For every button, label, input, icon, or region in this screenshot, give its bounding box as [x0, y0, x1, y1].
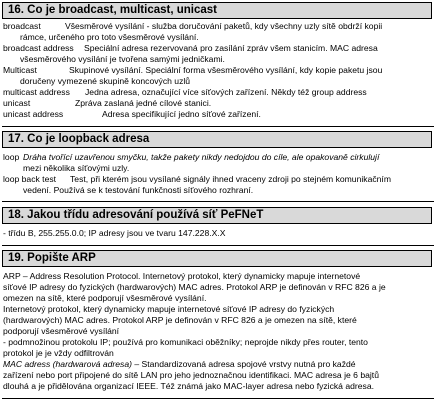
s19-line-8: protokol je je vždy odfiltrován — [3, 348, 114, 358]
term: unicast address — [3, 109, 64, 119]
s16-line-8: unicast Zpráva zaslaná jedné cílové stanici. — [3, 98, 212, 108]
term: loop back test — [3, 174, 57, 184]
s16-line-3: broadcast address Speciální adresa rezervovaná pro zasílání zpráv všem stanicím. MAC adresa — [3, 43, 378, 53]
s19-line-2: síťové IP adresy do fyzických (hardwarových) MAC adres. Protokol ARP je definován v RFC 826 a je — [3, 282, 386, 292]
section-17-title: 17. Co je loopback adresa — [2, 131, 432, 148]
term: loop — [3, 152, 20, 162]
s17-line-4: vedení. Používá se k testování funkčnosti síťového rozhraní. — [23, 185, 254, 195]
s17-line-1: loop Dráha tvořící uzavřenou smyčku, takže pakety nikdy nedojdou do cíle, ale opakovaně cirkulují — [3, 152, 380, 162]
s19-line-9: MAC adress (hardwarová adresa) – Standardizovaná adresa spojové vrstvy nutná pro každé — [3, 359, 356, 369]
s16-line-7: multicast address Jedna adresa, označující více síťových zařízení. Někdy též group address — [3, 87, 367, 97]
divider — [2, 398, 434, 399]
s16-line-6: doručeny vymezené skupině koncových uzlů — [20, 76, 191, 86]
divider — [2, 201, 434, 202]
s16-line-9: unicast address Adresa specifikující jedno síťové zařízení. — [3, 109, 261, 119]
section-18-title: 18. Jakou třídu adresování používá síť PeFNeT — [2, 207, 432, 224]
section-19-title: 19. Popište ARP — [2, 250, 432, 267]
s19-line-7: - podmnožinou protokolu IP; používá pro komunikaci oběžníky; neprojde nikdy přes router, tento — [3, 337, 368, 347]
term: Multicast — [3, 65, 37, 75]
s19-line-5: (hardwarových) MAC adres. Protokol ARP je definován v RFC 826 a je omezen na sítě, které — [3, 315, 357, 325]
s19-line-4: Internetový protokol, který dynamicky mapuje internetové síťové IP adresy do fyzických — [3, 304, 335, 314]
s16-line-1: broadcast Všesměrové vysílání - služba doručování paketů, kdy všechny uzly sítě obdrží kopii — [3, 21, 383, 31]
term: broadcast — [3, 21, 41, 31]
divider — [2, 245, 434, 246]
s16-line-2: rámce, určeného pro toto všesměrové vysílání. — [20, 32, 199, 42]
term: unicast — [3, 98, 31, 108]
s19-line-1: ARP – Address Resolution Protocol. Internetový protokol, který dynamicky mapuje internetové — [3, 271, 361, 281]
s17-line-3: loop back test Test, při kterém jsou vysílané signály ihned vraceny zdroji po stejném komunikačním — [3, 174, 391, 184]
divider — [2, 126, 434, 127]
term: MAC adress (hardwarová adresa) — [3, 359, 132, 369]
s19-line-6: podporují všesměrové vysílání — [3, 326, 120, 336]
s18-line-1: - třídu B, 255.255.0.0; IP adresy jsou ve tvaru 147.228.X.X — [3, 228, 226, 238]
s16-line-4: všesměrového vysílání je tvořena samými jedničkami. — [20, 54, 225, 64]
term: multicast address — [3, 87, 70, 97]
s16-line-5: Multicast Skupinové vysílání. Speciální forma všesměrového vysílání, kdy kopie paketu jsou — [3, 65, 383, 75]
term: broadcast address — [3, 43, 74, 53]
s19-line-3: omezen na sítě, které podporují všesměrové vysílání. — [3, 293, 207, 303]
s17-line-2: mezi několika síťovými uzly. — [23, 163, 130, 173]
s19-line-10: zařízení nebo port připojené do sítě LAN pro jeho jednoznačnou identifikaci. MAC adresa je 6 bajtů — [3, 370, 379, 380]
s19-line-11: dlouhá a je přidělována organizací IEEE. Též známá jako MAC-layer adresa nebo fyzická adresa. — [3, 381, 375, 391]
section-16-title: 16. Co je broadcast, multicast, unicast — [2, 2, 432, 19]
